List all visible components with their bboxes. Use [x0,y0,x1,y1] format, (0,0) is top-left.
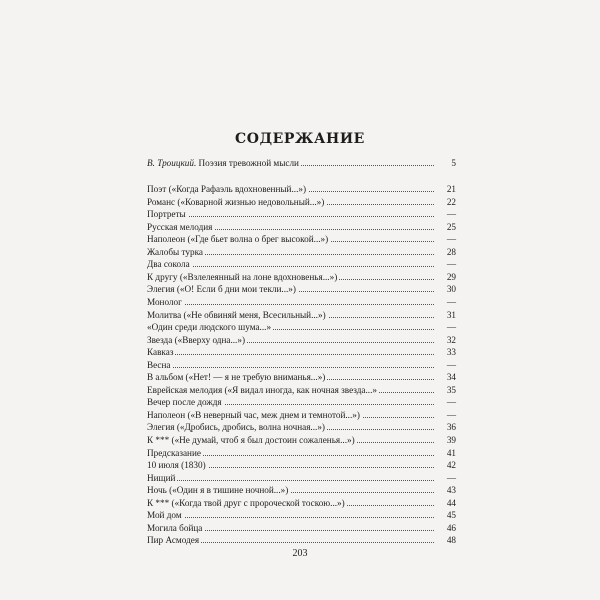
toc-entry-label: К другу («Взлелеянный на лоне вдохновенья...») [147,271,338,282]
toc-entry-page: 44 [434,496,456,510]
toc-entry-page: — [434,471,456,485]
toc-entry-page: 28 [434,245,456,259]
dot-leader [147,216,434,217]
toc-entry-label: Могила бойца [147,522,203,533]
toc-entry-page: 43 [434,483,456,497]
toc-entry-page: 39 [434,433,456,447]
toc-entry-row [147,533,456,547]
toc-entry-page: 33 [434,345,456,359]
toc-entry-page: 36 [434,420,456,434]
dot-leader [147,480,434,481]
toc-intro-author: В. Троицкий. [147,158,197,168]
toc-entry-page: 41 [434,446,456,460]
toc-entry-label: Романс («Коварной жизнью недовольный...») [147,196,325,207]
toc-entry-page: 48 [434,533,456,547]
toc-entry-label: Два сокола [147,259,190,270]
toc-entry-label: Портреты [147,209,186,220]
toc-entry-label: Элегия («Дробись, дробись, волна ночная...») [147,422,325,433]
toc-entry-label: Кавказ [147,347,174,358]
toc-entry-label: Предсказание [147,447,201,458]
toc-entry-page: 30 [434,282,456,296]
toc-entry-page: 21 [434,182,456,196]
toc-entry-label: 10 июля (1830) [147,460,206,471]
toc-entry-page: 42 [434,458,456,472]
toc-entry-page: — [434,295,456,309]
toc-entry-label: Пир Асмодея [147,535,200,546]
toc-entry-label: Наполеон («В неверный час, меж днем и темнотой...») [147,409,360,420]
toc-entry-page: — [434,358,456,372]
toc-entry-page: 45 [434,508,456,522]
toc-entry-page: 35 [434,383,456,397]
dot-leader [147,517,434,518]
toc-entry-label: Весна [147,359,171,370]
toc-entry-label: Нищий [147,472,176,483]
toc-entry-label: Поэт («Когда Рафаэль вдохновенный...») [147,184,307,194]
page-number: 203 [292,548,308,559]
toc-entry-page: 25 [434,220,456,234]
dot-leader [147,367,434,368]
toc-entry-page: — [434,207,456,221]
toc-entry-page: 34 [434,370,456,384]
toc-intro-title: Поэзия тревожной мысли [196,158,299,168]
toc-entry-page: 46 [434,521,456,535]
toc-entry-page: 29 [434,270,456,284]
page-title: СОДЕРЖАНИЕ [235,131,365,147]
toc-entry-label: Наполеон («Где бьет волна о брег высокой...») [147,234,329,245]
toc-intro-row [147,156,456,170]
toc-entry-label: Молитва («Не обвиняй меня, Всесильный...») [147,309,326,320]
toc-entry-page: — [434,408,456,422]
toc-entry-label: «Один среди людского шума...» [147,322,272,333]
toc-entry-label: Ночь («Один я в тишине ночной...») [147,485,289,496]
toc-entry-page: 32 [434,333,456,347]
toc-entry-label: Русская мелодия [147,221,213,232]
toc-entry-page: — [434,232,456,246]
toc-entry-label [147,156,301,170]
toc-entry-page: 31 [434,308,456,322]
dot-leader [147,354,434,355]
toc-entry-label: К *** («Когда твой друг с пророческой тоскою...») [147,497,345,508]
toc-entry-label: Элегия («О! Если б дни мои текли...») [147,284,296,295]
toc-entry-label: Мой дом [147,510,182,521]
toc-entry-label: Монолог [147,296,182,307]
toc-entry-label: В альбом («Нет! — я не требую вниманья...») [147,372,326,383]
toc-entry-page: 5 [434,156,456,170]
toc-entry-label: Вечер после дождя [147,397,222,408]
toc-entry-label: Еврейская мелодия («Я видал иногда, как ночная звезда...» [147,384,377,395]
toc-entry-label: К *** («Не думай, чтоб я был достоин сожаленья...») [147,435,355,445]
dot-leader [147,304,434,305]
toc-entry-page: — [434,257,456,271]
toc-entry-page: — [434,395,456,409]
toc-entry-page: — [434,320,456,334]
toc-entry-label: Звезда («Вверху одна...») [147,334,246,345]
toc-entry-label: Жалобы турка [147,246,203,257]
toc-entry-page: 22 [434,195,456,209]
